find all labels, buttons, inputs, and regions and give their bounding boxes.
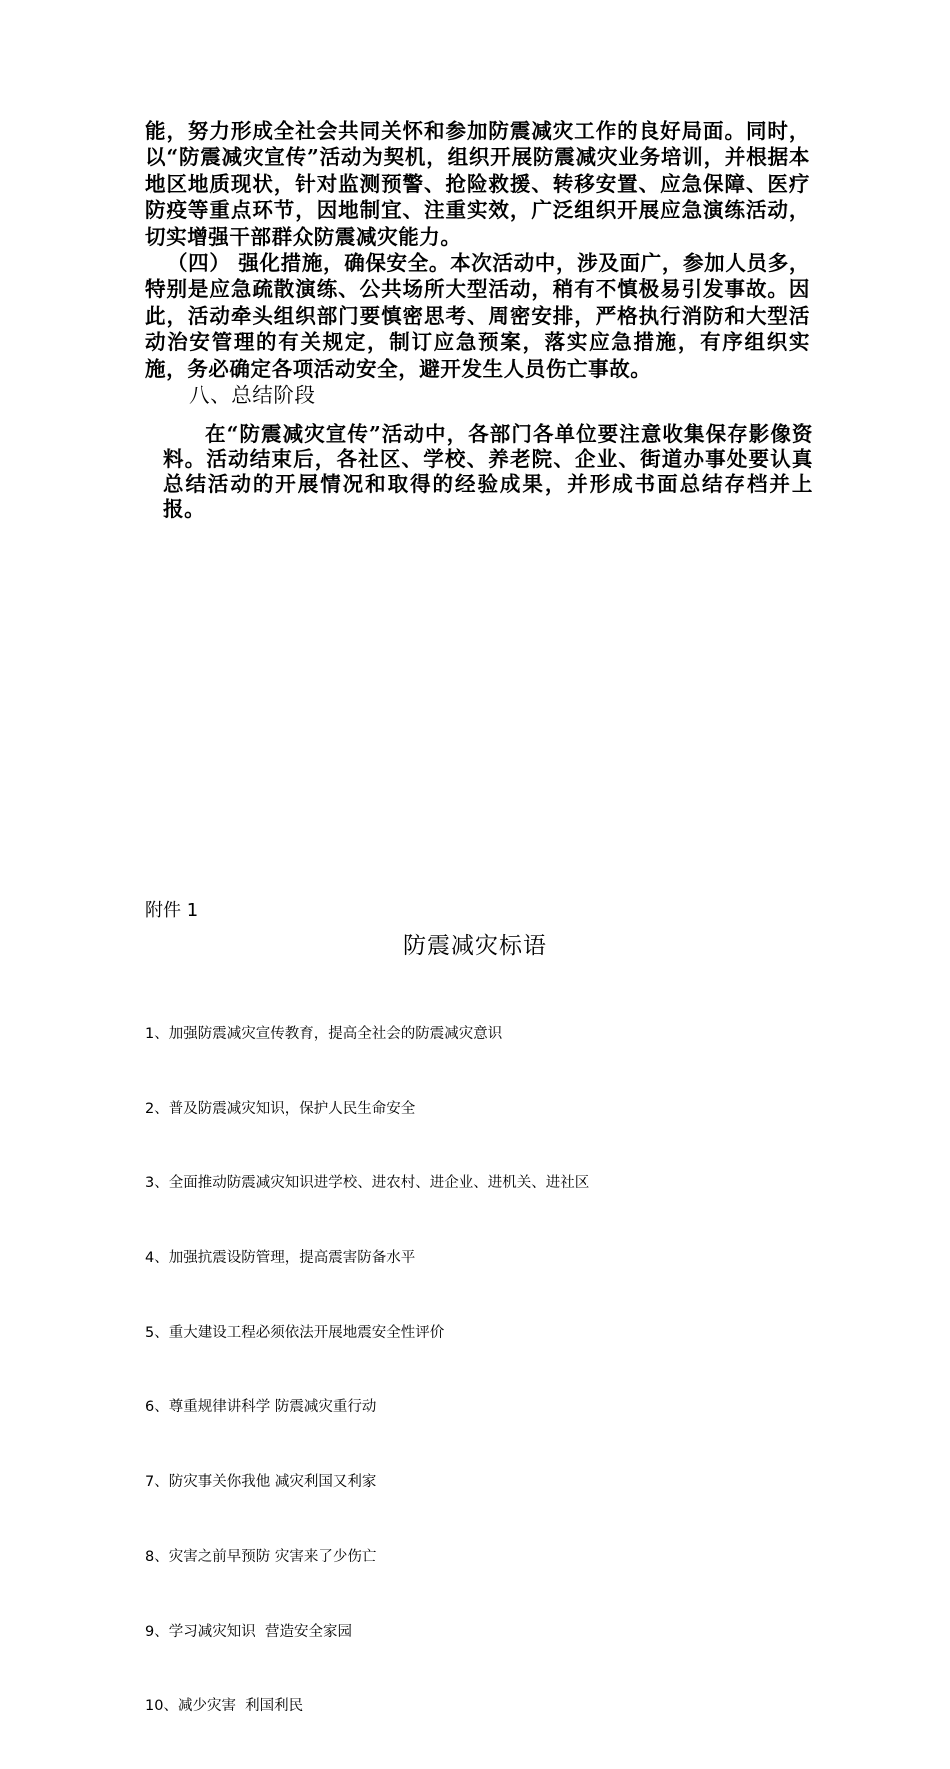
paragraph-continuation: 能，努力形成全社会共同关怀和参加防震减灾工作的良好局面。同时，以“防震减灾宣传”活动为契机，组织开展防震减灾业务培训，并根据本地区地质现状，针对监测预警、抢险救援、转移安置、应急保障、医疗防疫等重点环节，因地制宜、注重实效，广泛组织开展应急演练活动，切实增强干部群众防震减灾能力。: [145, 119, 810, 249]
slogan-item: 8、灾害之前早预防 灾害来了少伤亡: [145, 1548, 377, 1565]
slogan-list: [145, 972, 589, 1769]
slogan-item: 9、学习减灾知识 营造安全家园: [145, 1623, 352, 1640]
slogan-item: 10、减少灾害 利国利民: [145, 1698, 304, 1715]
attachment-label: 附件 1: [145, 900, 199, 921]
slogan-item: 2、普及防震减灾知识，保护人民生命安全: [145, 1100, 416, 1117]
slogan-item: 5、重大建设工程必须依法开展地震安全性评价: [145, 1324, 445, 1341]
section-heading-summary: 八、总结阶段: [189, 383, 316, 408]
body-text: [145, 118, 810, 408]
slogan-title: 防震减灾标语: [403, 933, 547, 959]
paragraph-safety-measures: （四） 强化措施，确保安全。本次活动中，涉及面广，参加人员多，特别是应急疏散演练、公共场所大型活动，稍有不慎极易引发事故。因此，活动牵头组织部门要慎密思考、周密安排，严格执行消防和大型活动治安管理的有关规定，制订应急预案，落实应急措施，有序组织实施，务必确定各项活动安全，避开发生人员伤亡事故。: [145, 251, 810, 381]
slogan-item: 3、全面推动防震减灾知识进学校、进农村、进企业、进机关、进社区: [145, 1175, 590, 1192]
summary-text: [163, 422, 813, 522]
slogan-item: 4、加强抗震设防管理，提高震害防备水平: [145, 1249, 416, 1266]
slogan-item: 1、加强防震减灾宣传教育，提高全社会的防震减灾意识: [145, 1025, 503, 1042]
slogan-item: 6、尊重规律讲科学 防震减灾重行动: [145, 1399, 377, 1416]
slogan-item: 7、防灾事关你我他 减灾利国又利家: [145, 1474, 377, 1491]
paragraph-summary: 在“防震减灾宣传”活动中，各部门各单位要注意收集保存影像资料。活动结束后，各社区、学校、养老院、企业、街道办事处要认真总结活动的开展情况和取得的经验成果，并形成书面总结存档并上报。: [163, 422, 813, 521]
